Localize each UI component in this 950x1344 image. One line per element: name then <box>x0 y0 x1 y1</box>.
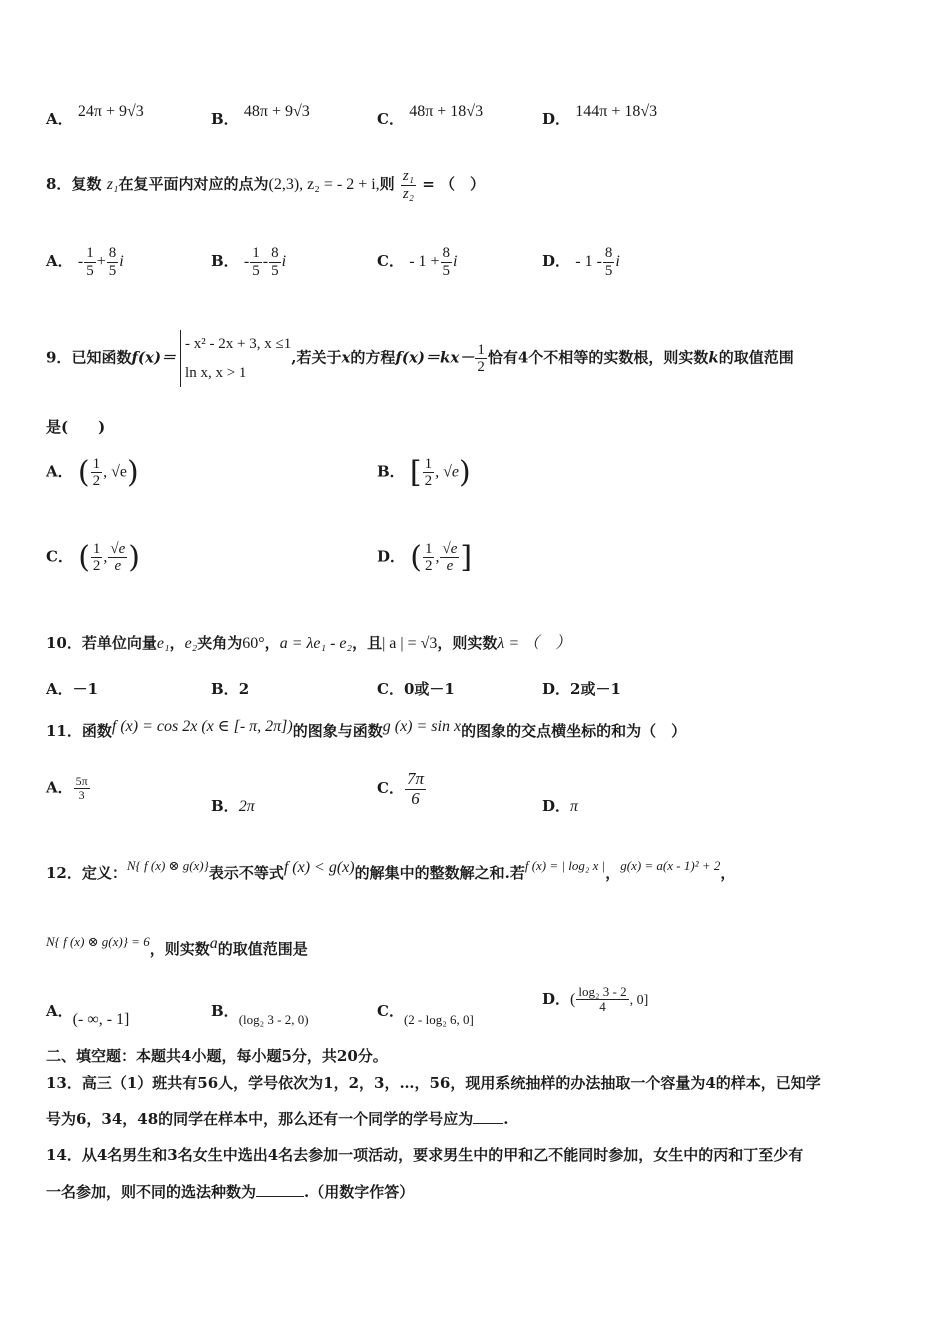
q14-line1: 14．从4名男生和3名女生中选出4名去参加一项活动，要求男生中的甲和乙不能同时参加，女生中的丙和丁至少有 <box>46 1146 804 1164</box>
q9-option-b: B． [ $\frac{1}{2}$ , √e) <box>377 455 471 490</box>
q10-option-d: D．2或－1 <box>542 680 621 698</box>
q12-option-a: A．(- ∞, - 1] <box>46 1002 130 1028</box>
q13-answer-blank[interactable] <box>473 1123 503 1124</box>
q9-piecewise: - x² - 2x + 3, x ≤1 ln x, x > 1 <box>180 330 291 387</box>
q7-option-b: B． 48π + 9√3 <box>211 103 310 128</box>
q12-option-c: C．(2 - log₂ 6, 0] <box>377 1002 474 1027</box>
q11-option-c: C． $\frac{7\pi}{6}$ <box>377 769 424 808</box>
q12-stem-line2: N{ f (x) ⊗ g(x)} = 6，则实数a的取值范围是 <box>46 934 308 958</box>
q8-option-c: C． - 1 + $\frac{8}{5}$ i <box>377 245 458 279</box>
section-heading: 二、填空题：本题共4小题，每小题5分，共20分。 <box>46 1047 388 1065</box>
q9-option-a: A． ( $\frac{1}{2}$ , √e) <box>46 455 139 490</box>
q11-option-a: A． $\frac{5\pi}{3}$ <box>46 774 88 803</box>
q7-option-c: C． 48π + 18√3 <box>377 103 484 128</box>
q10-option-b: B．2 <box>211 680 250 698</box>
q10-option-a: A．－1 <box>46 680 99 698</box>
q13-line1: 13．高三（1）班共有56人，学号依次为1，2，3，…，56，现用系统抽样的办法抽取一个容量为4的样本，已知学 <box>46 1074 821 1092</box>
q11-option-b: B．2π <box>211 797 255 815</box>
q14-line2: 一名参加，则不同的选法种数为 .（用数字作答） <box>46 1183 415 1201</box>
q13-line2: 号为6，34，48的同学在样本中，那么还有一个同学的学号应为 . <box>46 1110 509 1128</box>
q14-answer-blank[interactable] <box>256 1196 304 1197</box>
q8-stem: 8．复数 z₁在复平面内对应的点为(2,3), z₂ = - 2 + i,则 $\frac{\text{z₁}}{\text{z₂}}$ = （ ） <box>46 168 485 202</box>
q8-option-b: B． - $\frac{1}{5}$ - $\frac{8}{5}$ i <box>211 245 287 279</box>
q8-option-a: A． - $\frac{1}{5}$ + $\frac{8}{5}$ i <box>46 245 124 279</box>
q7-option-a: A． 24π + 9√3 <box>46 103 144 128</box>
q9-option-c: C． ( $\frac{1}{2}$ , $\frac{√e}{e}$ ) <box>46 540 141 575</box>
q11-option-d: D．π <box>542 797 579 815</box>
q8-option-d: D． - 1 - $\frac{8}{5}$ i <box>542 245 620 279</box>
q7-option-d: D． 144π + 18√3 <box>542 103 658 128</box>
q12-option-d: D．( $\frac{\text{log₂ 3 - 2}}{4}$ , 0] <box>542 984 649 1015</box>
q9-stem: 9．已知函数f(x)＝ - x² - 2x + 3, x ≤1 ln x, x > 1 ,若关于x的方程f(x)＝kx－ $\frac{1}{2}$ 恰有4个不相等的实数根，则实数k的取值范围 <box>46 330 904 387</box>
q8-fraction: $\frac{\text{z₁}}{\text{z₂}}$ <box>402 168 414 202</box>
q10-option-c: C．0或－1 <box>377 680 455 698</box>
q9-stem-line2: 是( ) <box>46 418 106 436</box>
q12-stem: 12．定义：N{ f (x) ⊗ g(x)}表示不等式f (x) < g(x)的解集中的整数解之和.若f (x) = | log₂ x |，g(x) = a(x - 1)² + 2， <box>46 858 736 882</box>
q11-stem: 11．函数f (x) = cos 2x (x ∈ [- π, 2π])的图象与函数g (x) = sin x的图象的交点横坐标的和为（ ） <box>46 718 687 740</box>
q12-option-b: B．(log₂ 3 - 2, 0) <box>211 1002 309 1027</box>
q10-stem: 10．若单位向量e₁，e₂夹角为60°，a = λe₁ - e₂，且| a | = √3，则实数λ = （ ） <box>46 634 572 652</box>
q9-option-d: D． ( $\frac{1}{2}$ , $\frac{√e}{e}$ ] <box>377 540 473 575</box>
